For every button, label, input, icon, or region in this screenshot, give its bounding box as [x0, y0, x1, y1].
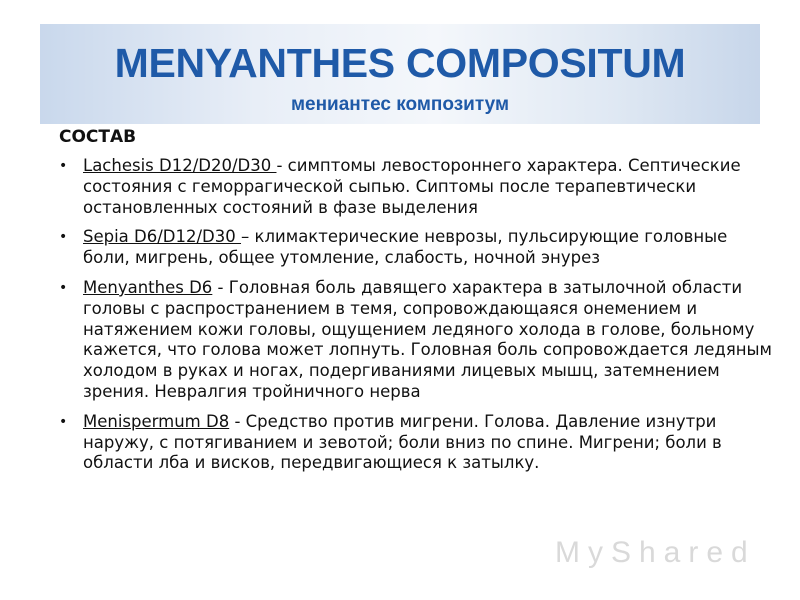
- list-item: [59, 156, 779, 218]
- ingredient-description: - Головная боль давящего характера в затылочной области головы с распространением в темя, сопровождающаяся онемением и натяжением кожи головы, ощущением ледяного холода в голове, больному кажется, что голова может лопнуть. Головная боль сопровождается ледяным холодом в руках и ногах, подергиваниями лицевых мышц, затемнением зрения. Невралгия тройничного нерва: [83, 277, 773, 401]
- bullet-icon: •: [59, 229, 68, 246]
- ingredient-description: – климактерические неврозы, пульсирующие головные боли, мигрень, общее утомление, слабость, ночной энурез: [83, 227, 728, 268]
- watermark-logo: MyShared: [555, 536, 756, 569]
- ingredient-term: Menispermum D8: [83, 411, 230, 431]
- ingredient-term: Lachesis D12/D20/D30: [83, 156, 277, 175]
- ingredient-description: - симптомы левостороннего характера. Септические состояния с геморрагической сыпью. Сиптомы после терапевтически остановленных состояний в фазе выделения: [83, 156, 741, 217]
- title-band: [40, 24, 760, 124]
- section-heading: СОСТАВ: [59, 127, 137, 147]
- slide-title: MENYANTHES COMPOSITUM: [114, 40, 686, 86]
- bullet-icon: •: [59, 413, 68, 430]
- bullet-icon: •: [59, 279, 68, 296]
- list-item: [59, 278, 779, 403]
- ingredient-description: - Средство против мигрени. Голова. Давление изнутри наружу, с потягиванием и зевотой; боли вниз по спине. Мигрени; боли в области лба и висков, передвигающиеся к затылку.: [83, 411, 722, 473]
- list-item: [59, 227, 779, 269]
- ingredient-list: [59, 156, 779, 474]
- ingredient-term: Menyanthes D6: [83, 277, 213, 297]
- slide-subtitle: мениантес композитум: [290, 94, 510, 115]
- content-area: [59, 126, 779, 483]
- list-item: [59, 412, 779, 474]
- bullet-icon: •: [59, 158, 68, 174]
- ingredient-term: Sepia D6/D12/D30: [83, 227, 242, 247]
